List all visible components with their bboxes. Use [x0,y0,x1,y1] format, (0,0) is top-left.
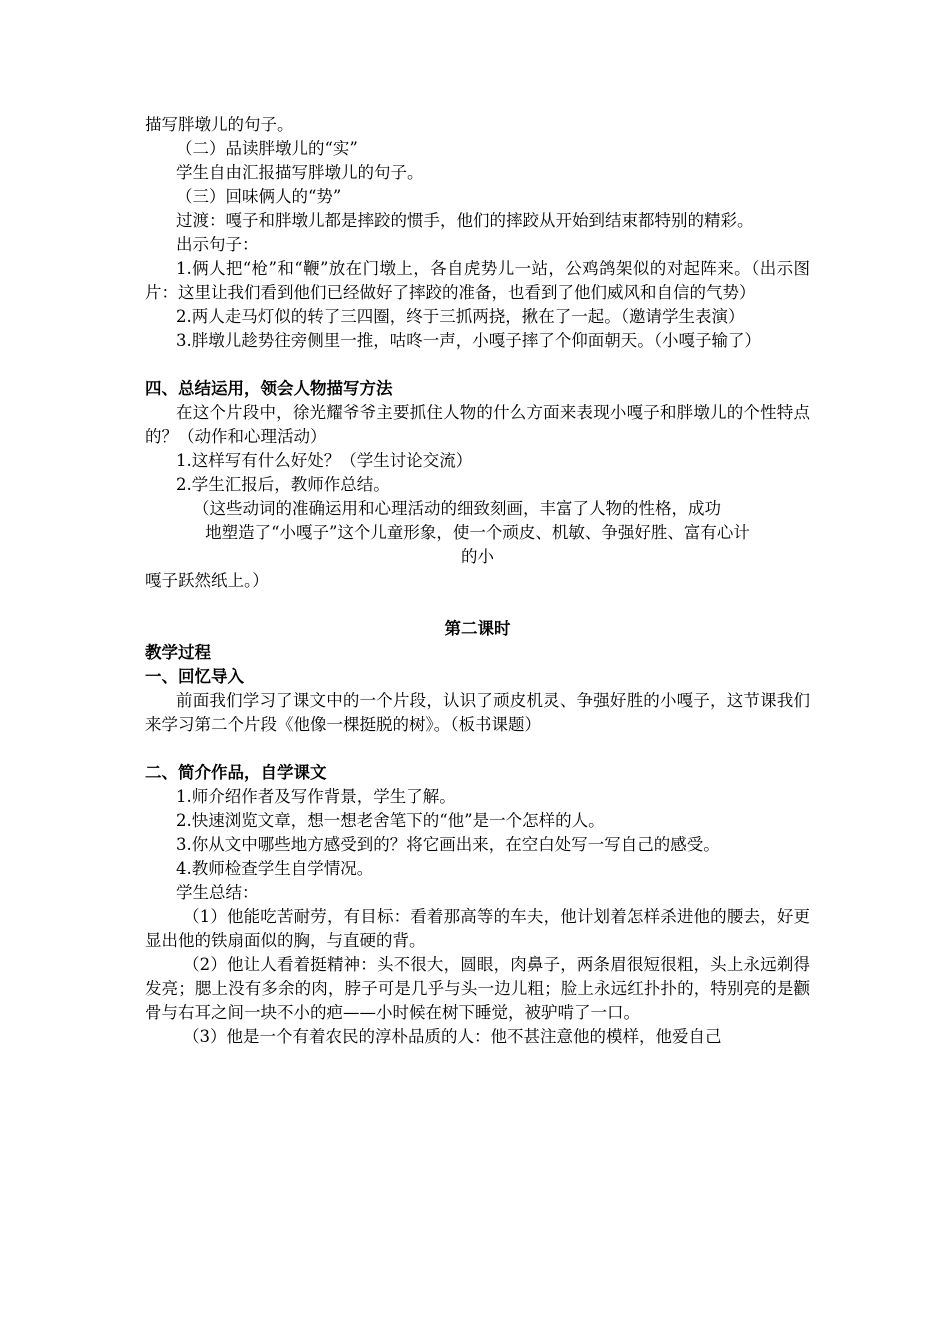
note-line: 的小 [461,547,494,566]
section-heading: 教学过程 [145,643,211,662]
list-item: 1.俩人把“枪”和“鞭”放在门墩上，各自虎势儿一站，公鸡鸽架似的对起阵来。（出示图片：这里让我们看到他们已经做好了摔跤的准备，也看到了他们威风和自信的气势） [145,259,810,302]
list-item: （2）他让人看着挺精神：头不很大，圆眼，肉鼻子，两条眉很短很粗，头上永远剃得发亮；腮上没有多余的肉，脖子可是几乎与头一边儿粗；脸上永远红扑扑的，特别亮的是颧骨与右耳之间一块不小的疤——小时候在树下睡觉，被驴啃了一口。 [145,955,810,1022]
paragraph: 前面我们学习了课文中的一个片段，认识了顽皮机灵、争强好胜的小嘎子，这节课我们来学习第二个片段《他像一棵挺脱的树》。（板书课题） [145,691,810,734]
list-item: 2.学生汇报后，教师作总结。 [176,475,390,494]
note-line: 嘎子跃然纸上。） [145,571,269,590]
list-item: 1.这样写有什么好处？（学生讨论交流） [176,451,473,470]
list-item: 3.你从文中哪些地方感受到的？将它画出来，在空白处写一写自己的感受。 [176,835,720,854]
summary-note [145,497,810,593]
lesson-title: 第二课时 [444,619,511,638]
list-item: 2.快速浏览文章，想一想老舍笔下的“他”是一个怎样的人。 [176,811,605,830]
document-page [145,113,810,1049]
section-heading: 一、回忆导入 [145,667,244,686]
paragraph: 描写胖墩儿的句子。 [145,115,294,134]
note-line: （这些动词的准确运用和心理活动的细致刻画，丰富了人物的性格，成功 [193,499,721,518]
paragraph: 出示句子： [176,235,259,254]
subheading: （二）品读胖墩儿的“实” [176,139,358,158]
list-item: 1.师介绍作者及写作背景，学生了解。 [176,787,456,806]
list-item: 4.教师检查学生自学情况。 [176,859,374,878]
section-heading: 四、总结运用，领会人物描写方法 [145,379,393,398]
paragraph: 过渡：嘎子和胖墩儿都是摔跤的惯手，他们的摔跤从开始到结束都特别的精彩。 [176,211,754,230]
paragraph: 学生总结： [176,883,259,902]
list-item: 3.胖墩儿趁势往旁侧里一推，咕咚一声，小嘎子摔了个仰面朝天。（小嘎子输了） [176,331,761,350]
list-item: （1）他能吃苦耐劳，有目标：看着那高等的车夫，他计划着怎样杀进他的腰去，好更显出他的铁扇面似的胸，与直硬的背。 [145,907,810,950]
list-item: （3）他是一个有着农民的淳朴品质的人：他不甚注意他的模样，他爱自己 [183,1027,722,1046]
list-item: 2.两人走马灯似的转了三四圈，终于三抓两挠，揪在了一起。（邀请学生表演） [176,307,745,326]
section-heading: 二、简介作品，自学课文 [145,763,327,782]
subheading: （三）回味俩人的“势” [176,187,342,206]
paragraph: 在这个片段中，徐光耀爷爷主要抓住人物的什么方面来表现小嘎子和胖墩儿的个性特点的？（动作和心理活动） [145,403,810,446]
paragraph: 学生自由汇报描写胖墩儿的句子。 [176,163,424,182]
note-line: 地塑造了“小嘎子”这个儿童形象，使一个顽皮、机敏、争强好胜、富有心计 [205,523,750,542]
